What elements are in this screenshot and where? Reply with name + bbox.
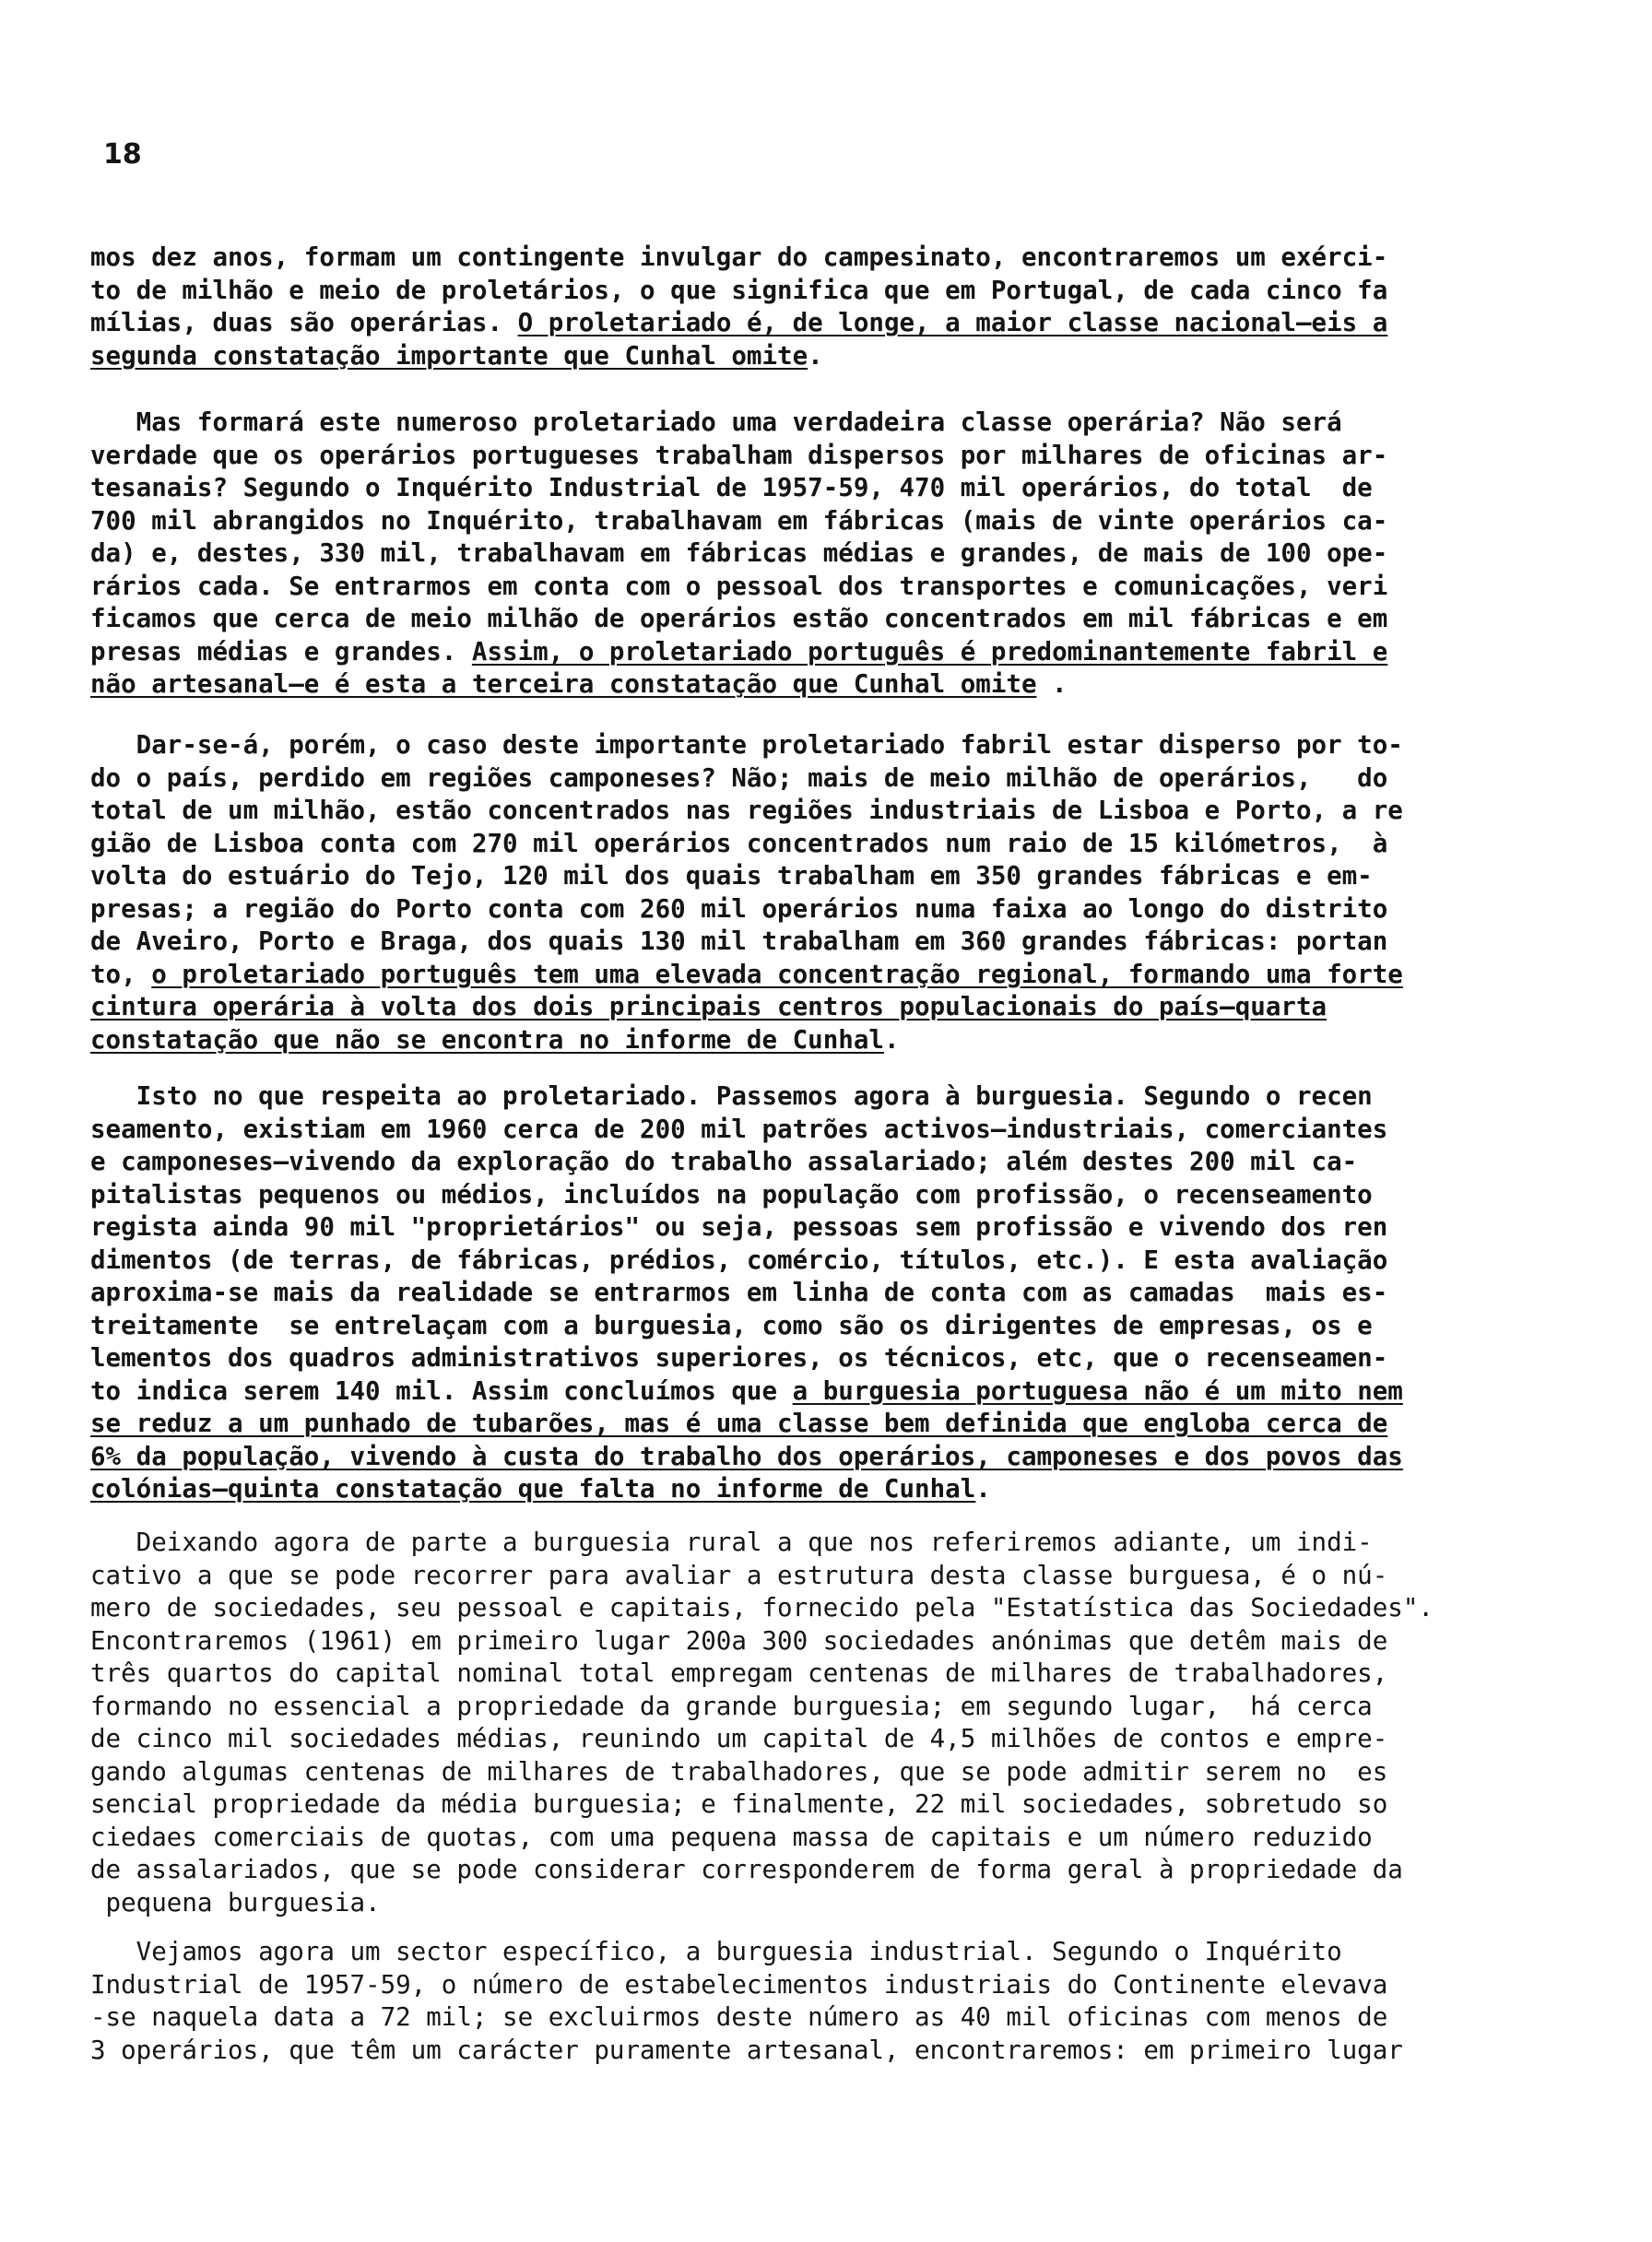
line-text: Encontraremos (1961) em primeiro lugar 200a 300 sociedades anónimas que detêm mais de [90, 1625, 1388, 1656]
line-text: regista ainda 90 mil "proprietários" ou seja, pessoas sem profissão e vivendo dos ren [90, 1212, 1388, 1242]
text-line [90, 959, 1455, 992]
line-text: -se naquela data a 72 mil; se excluirmos deste número as 40 mil oficinas com menos de [90, 2002, 1388, 2032]
text-line [90, 729, 1455, 762]
text-line [90, 307, 1455, 340]
text-line [90, 1146, 1455, 1179]
underlined-text: cintura operária à volta dos dois principais centros populacionais do país—quarta [90, 992, 1328, 1021]
line-text: treitamente se entrelaçam com a burguesia, como são os dirigentes de empresas, os e [90, 1310, 1373, 1340]
text-line [90, 795, 1455, 828]
text-line [90, 407, 1455, 440]
underlined-text: o proletariado português tem uma elevada concentração regional, formando uma forte [151, 959, 1403, 989]
text-line [90, 1080, 1455, 1114]
text-line [90, 668, 1455, 702]
line-text: dimentos (de terras, de fábricas, prédios, comércio, títulos, etc.). E esta avaliação [90, 1245, 1388, 1275]
text-line [90, 926, 1455, 959]
line-text: pitalistas pequenos ou médios, incluídos na população com profissão, o recenseamento [90, 1179, 1373, 1210]
line-text: ciedaes comerciais de quotas, com uma pequena massa de capitais e um número reduzido [90, 1822, 1373, 1852]
underlined-text: Assim, o proletariado português é predominantemente fabril e [471, 636, 1388, 667]
underlined-text: não artesanal—e é esta a terceira constatação que Cunhal omite [90, 669, 1037, 699]
line-text: de Aveiro, Porto e Braga, dos quais 130 mil trabalham em 360 grandes fábricas: portan [90, 926, 1388, 956]
text-line [90, 828, 1455, 861]
line-text: Dar-se-á, porém, o caso deste importante proletariado fabril estar disperso por to- [90, 730, 1403, 760]
text-line [90, 440, 1455, 473]
text-line [90, 1723, 1455, 1756]
line-text: cativo a que se pode recorrer para avaliar a estrutura desta classe burguesa, é o nú- [90, 1560, 1388, 1590]
text-line [90, 860, 1455, 893]
text-line [90, 1936, 1455, 1969]
paragraph-2 [90, 407, 1455, 702]
line-text: to, [90, 959, 152, 989]
text-line [90, 1560, 1455, 1593]
line-text: Vejamos agora um sector específico, a burguesia industrial. Segundo o Inquérito [90, 1937, 1342, 1966]
text-line [90, 1691, 1455, 1724]
paragraph-3 [90, 729, 1455, 1056]
text-line [90, 1592, 1455, 1625]
text-line [90, 505, 1455, 538]
text-line [90, 1245, 1455, 1278]
line-text: volta do estuário do Tejo, 120 mil dos quais trabalham em 350 grandes fábricas e em- [90, 861, 1373, 891]
line-text: . [1036, 669, 1068, 699]
line-text: 3 operários, que têm um carácter puramente artesanal, encontraremos: em primeiro lugar [90, 2035, 1403, 2065]
line-text: da) e, destes, 330 mil, trabalhavam em fábricas médias e grandes, de mais de 100 ope- [90, 538, 1388, 568]
underlined-text: segunda constatação importante que Cunhal omite [90, 340, 808, 371]
line-text: . [808, 340, 823, 371]
text-line [90, 2035, 1455, 2068]
line-text: de cinco mil sociedades médias, reunindo um capital de 4,5 milhões de contos e empre- [90, 1724, 1388, 1753]
line-text: gando algumas centenas de milhares de trabalhadores, que se pode admitir serem no es [90, 1756, 1388, 1787]
line-text: e camponeses—vivendo da exploração do trabalho assalariado; além destes 200 mil ca- [90, 1147, 1358, 1176]
text-line [90, 1342, 1455, 1375]
line-text: formando no essencial a propriedade da grande burguesia; em segundo lugar, há cerca [90, 1691, 1373, 1721]
line-text: Industrial de 1957-59, o número de estabelecimentos industriais do Continente elevava [90, 1969, 1388, 2000]
line-text: do o país, perdido em regiões camponeses? Não; mais de meio milhão de operários, do [90, 762, 1388, 793]
line-text: mílias, duas são operárias. [90, 308, 518, 337]
line-text: sencial propriedade da média burguesia; e finalmente, 22 mil sociedades, sobretudo so [90, 1789, 1388, 1819]
line-text: to de milhão e meio de proletários, o que significa que em Portugal, de cada cinco fa [90, 275, 1388, 305]
text-line [90, 1822, 1455, 1855]
line-text: rários cada. Se entrarmos em conta com o pessoal dos transportes e comunicações, veri [90, 571, 1388, 601]
text-line [90, 1277, 1455, 1310]
text-line [90, 1408, 1455, 1441]
underlined-text: se reduz a um punhado de tubarões, mas é uma classe bem definida que engloba cerca de [90, 1409, 1388, 1438]
text-line [90, 893, 1455, 926]
line-text: . [975, 1474, 991, 1504]
text-line [90, 1375, 1455, 1409]
line-text: Deixando agora de parte a burguesia rural a que nos referiremos adiante, um indi- [90, 1528, 1373, 1557]
text-line [90, 991, 1455, 1024]
line-text: lementos dos quadros administrativos superiores, os técnicos, etc, que o recenseamen- [90, 1343, 1388, 1373]
line-text: pequena burguesia. [90, 1887, 381, 1918]
text-line [90, 1756, 1455, 1789]
line-text: gião de Lisboa conta com 270 mil operários concentrados num raio de 15 kilómetros, à [90, 828, 1388, 858]
line-text: três quartos do capital nominal total empregam centenas de milhares de trabalhadores, [90, 1658, 1388, 1688]
text-line [90, 636, 1455, 669]
line-text: presas; a região do Porto conta com 260 mil operários numa faixa ao longo do distrito [90, 893, 1388, 924]
line-text: aproxima-se mais da realidade se entrarmos em linha de conta com as camadas mais es- [90, 1278, 1388, 1307]
text-line [90, 275, 1455, 308]
line-text: de assalariados, que se pode considerar corresponderem de forma geral à propriedade da [90, 1855, 1403, 1884]
text-line [90, 603, 1455, 636]
underlined-text: a burguesia portuguesa não é um mito nem [792, 1375, 1403, 1406]
text-line [90, 2001, 1455, 2035]
text-line [90, 472, 1455, 505]
line-text: Isto no que respeita ao proletariado. Passemos agora à burguesia. Segundo o recen [90, 1081, 1373, 1111]
text-line [90, 1473, 1455, 1506]
line-text: to indica serem 140 mil. Assim concluímos que [90, 1375, 793, 1406]
text-line [90, 1887, 1455, 1920]
paragraph-5 [90, 1527, 1455, 1919]
text-line [90, 1114, 1455, 1147]
line-text: . [883, 1024, 900, 1055]
underlined-text: colónias—quinta constatação que falta no informe de Cunhal [90, 1474, 976, 1504]
text-line [90, 1024, 1455, 1057]
line-text: total de um milhão, estão concentrados nas regiões industriais de Lisboa e Porto, a re [90, 796, 1403, 825]
line-text: mos dez anos, formam um contingente invulgar do campesinato, encontraremos um exérci- [90, 242, 1388, 272]
text-line [90, 1658, 1455, 1691]
page-number: 18 [103, 138, 142, 171]
paragraph-6 [90, 1936, 1455, 2067]
line-text: tesanais? Segundo o Inquérito Industrial de 1957-59, 470 mil operários, do total de [90, 473, 1373, 502]
text-line [90, 340, 1455, 373]
line-text: Mas formará este numeroso proletariado uma verdadeira classe operária? Não será [90, 407, 1342, 437]
text-line [90, 1625, 1455, 1658]
line-text: ficamos que cerca de meio milhão de operários estão concentrados em mil fábricas e em [90, 604, 1388, 633]
line-text: verdade que os operários portugueses trabalham dispersos por milhares de oficinas ar- [90, 440, 1388, 470]
text-line [90, 1527, 1455, 1560]
text-line [90, 1310, 1455, 1343]
text-line [90, 571, 1455, 604]
line-text: presas médias e grandes. [90, 636, 472, 667]
text-line [90, 242, 1455, 275]
text-line [90, 537, 1455, 571]
text-line [90, 1441, 1455, 1474]
underlined-text: O proletariado é, de longe, a maior classe nacional—eis a [517, 308, 1388, 337]
text-line [90, 1179, 1455, 1212]
underlined-text: constatação que não se encontra no informe de Cunhal [90, 1024, 884, 1055]
line-text: 700 mil abrangidos no Inquérito, trabalhavam em fábricas (mais de vinte operários ca- [90, 505, 1388, 536]
underlined-text: 6% da população, vivendo à custa do trabalho dos operários, camponeses e dos povos das [90, 1441, 1403, 1471]
text-line [90, 1969, 1455, 2002]
paragraph-4 [90, 1080, 1455, 1506]
line-text: mero de sociedades, seu pessoal e capitais, fornecido pela "Estatística das Sociedades". [90, 1593, 1434, 1622]
text-line [90, 1788, 1455, 1822]
line-text: seamento, existiam em 1960 cerca de 200 mil patrões activos—industriais, comerciantes [90, 1114, 1388, 1144]
text-line [90, 1854, 1455, 1887]
text-line [90, 1211, 1455, 1245]
paragraph-1 [90, 242, 1455, 372]
text-line [90, 762, 1455, 796]
